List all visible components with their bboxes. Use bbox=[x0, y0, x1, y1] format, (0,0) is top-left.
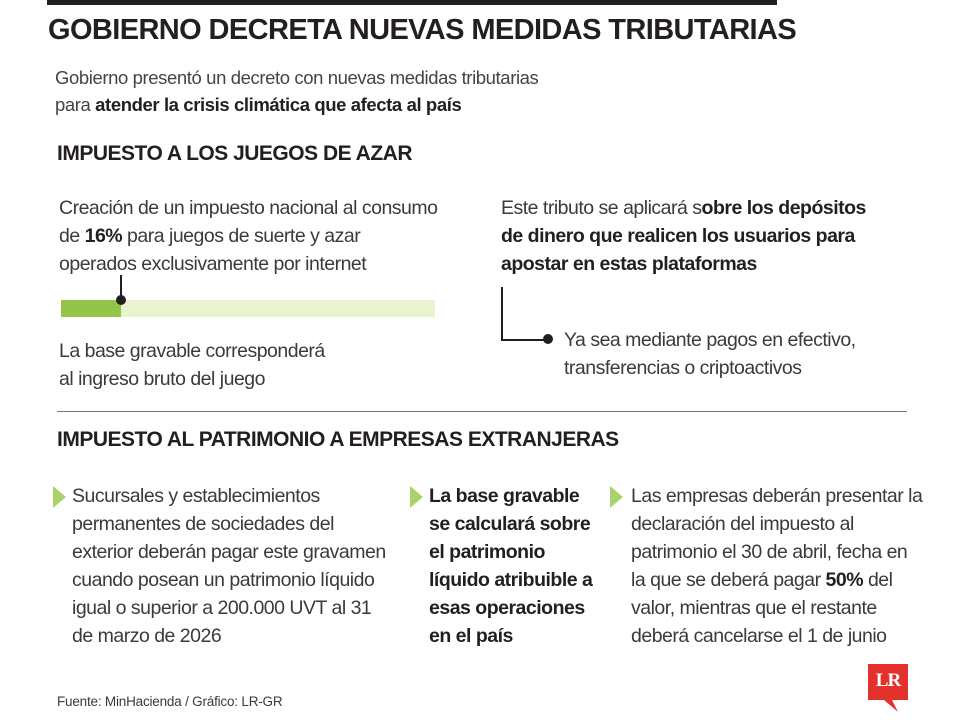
text-line: esas operaciones bbox=[429, 597, 585, 619]
tax-rate-bar-fill bbox=[61, 300, 121, 317]
patrimonio-col-2 bbox=[429, 482, 592, 650]
subtitle-line-1: Gobierno presentó un decreto con nuevas medidas tributarias bbox=[55, 67, 539, 88]
text-line: líquido atribuible a bbox=[429, 569, 593, 591]
section-heading-juegos-azar: IMPUESTO A LOS JUEGOS DE AZAR bbox=[57, 142, 412, 165]
text-fragment: de bbox=[59, 225, 85, 247]
bar-marker-dot bbox=[116, 295, 126, 305]
text-line: al ingreso bruto del juego bbox=[59, 368, 265, 390]
arrow-bullet-icon bbox=[610, 486, 623, 508]
tax-rate-value: 16% bbox=[84, 225, 123, 247]
text-highlight: obre los depósitos bbox=[701, 197, 866, 219]
subtitle bbox=[55, 64, 538, 118]
connector-dot bbox=[543, 334, 553, 344]
text-line bbox=[501, 194, 866, 222]
section-divider bbox=[57, 411, 907, 412]
text-line: Las empresas deberán presentar la bbox=[631, 485, 923, 507]
text-line bbox=[59, 222, 438, 250]
lr-logo-text: LR bbox=[875, 670, 901, 691]
subtitle-text: para bbox=[55, 94, 96, 115]
text-line: permanentes de sociedades del bbox=[72, 513, 334, 535]
subtitle-highlight: atender la crisis climática que afecta al país bbox=[95, 94, 462, 115]
arrow-bullet-icon bbox=[53, 486, 66, 508]
bar-marker-line bbox=[120, 275, 122, 297]
page-title: GOBIERNO DECRETA NUEVAS MEDIDAS TRIBUTARIAS bbox=[48, 14, 797, 46]
text-fragment: del bbox=[863, 569, 893, 591]
text-line: La base gravable bbox=[429, 485, 580, 507]
arrow-bullet-icon bbox=[410, 486, 423, 508]
text-line: valor, mientras que el restante bbox=[631, 597, 877, 619]
text-line bbox=[501, 222, 866, 250]
patrimonio-col-3 bbox=[631, 482, 922, 650]
juegos-base-gravable bbox=[59, 337, 325, 393]
text-line: declaración del impuesto al bbox=[631, 513, 854, 535]
patrimonio-col-1 bbox=[72, 482, 386, 650]
tributo-payment-note bbox=[564, 326, 856, 382]
text-line: cuando posean un patrimonio líquido bbox=[72, 569, 375, 591]
text-line: Sucursales y establecimientos bbox=[72, 485, 320, 507]
text-line: transferencias o criptoactivos bbox=[564, 357, 802, 379]
text-line: deberá cancelarse el 1 de junio bbox=[631, 625, 887, 647]
text-line: La base gravable corresponderá bbox=[59, 340, 325, 362]
juegos-description bbox=[59, 194, 438, 278]
top-rule bbox=[47, 0, 777, 5]
text-line: Creación de un impuesto nacional al consumo bbox=[59, 197, 438, 219]
text-line: en el país bbox=[429, 625, 513, 647]
text-highlight: apostar en estas plataformas bbox=[501, 253, 757, 275]
lr-logo bbox=[868, 664, 908, 712]
text-line: el patrimonio bbox=[429, 541, 545, 563]
text-line: se calculará sobre bbox=[429, 513, 591, 535]
connector-line-horizontal bbox=[501, 339, 545, 341]
text-highlight: de dinero que realicen los usuarios para bbox=[501, 225, 855, 247]
text-fragment: la que se deberá pagar bbox=[631, 569, 826, 591]
text-line bbox=[631, 566, 922, 594]
source-credit: Fuente: MinHacienda / Gráfico: LR-GR bbox=[57, 694, 283, 709]
text-line: operados exclusivamente por internet bbox=[59, 253, 367, 275]
text-line: de marzo de 2026 bbox=[72, 625, 222, 647]
text-fragment: para juegos de suerte y azar bbox=[122, 225, 361, 247]
subtitle-line-2 bbox=[55, 91, 538, 118]
text-line: patrimonio el 30 de abril, fecha en bbox=[631, 541, 908, 563]
text-line: Ya sea mediante pagos en efectivo, bbox=[564, 329, 856, 351]
connector-line-vertical bbox=[501, 287, 503, 340]
text-line bbox=[501, 250, 866, 278]
text-line: exterior deberán pagar este gravamen bbox=[72, 541, 386, 563]
payment-percent-value: 50% bbox=[825, 569, 864, 591]
text-fragment: Este tributo se aplicará s bbox=[501, 197, 702, 219]
text-line: igual o superior a 200.000 UVT al 31 bbox=[72, 597, 372, 619]
tributo-description bbox=[501, 194, 866, 278]
section-heading-patrimonio: IMPUESTO AL PATRIMONIO A EMPRESAS EXTRANJERAS bbox=[57, 428, 619, 451]
